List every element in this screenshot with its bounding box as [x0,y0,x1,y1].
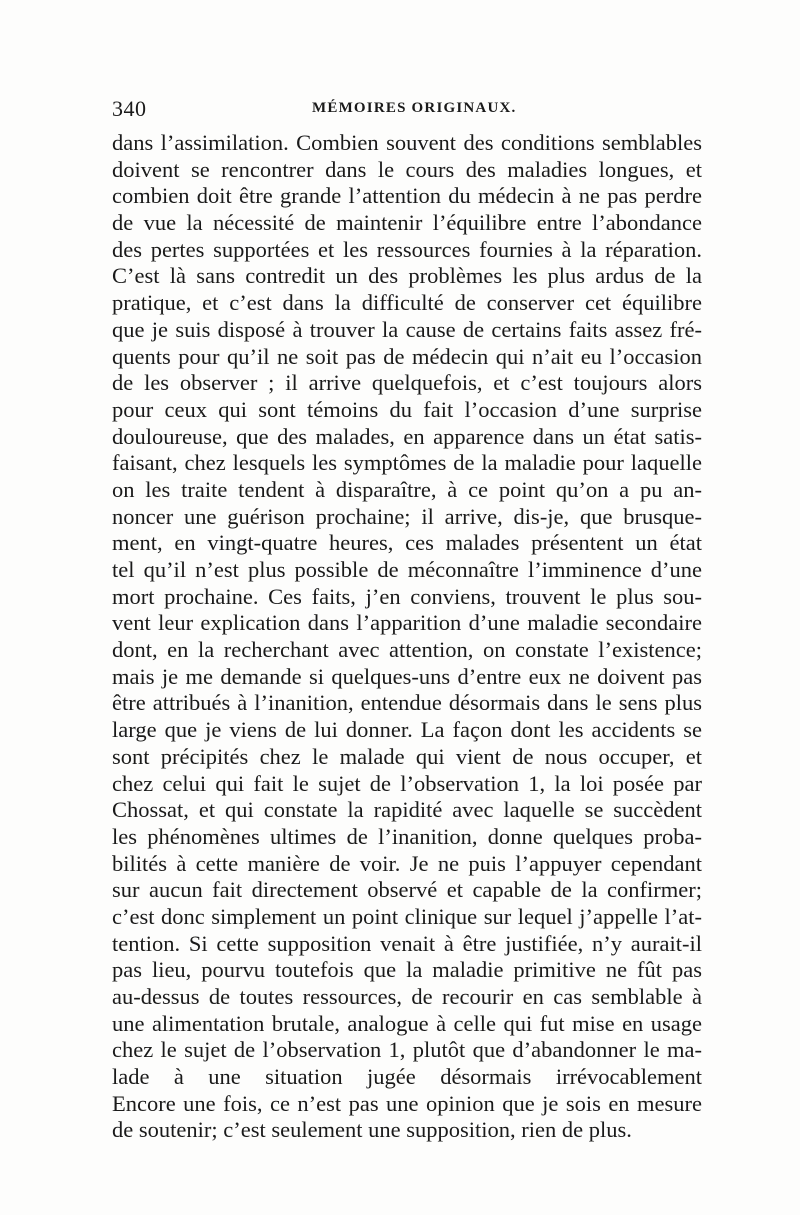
text-line: mais je me demande si quelques-uns d’entre eux ne doivent pas [112,663,702,689]
body-paragraph [112,130,702,1144]
text-line: pas lieu, pourvu toutefois que la maladie primitive ne fût pas [112,957,702,983]
text-line: tention. Si cette supposition venait à être justifiée, n’y aurait-il [112,930,702,956]
page-number: 340 [112,96,147,121]
text-line: bilités à cette manière de voir. Je ne puis l’appuyer cependant [112,850,702,876]
text-line: doivent se rencontrer dans le cours des maladies longues, et [112,156,702,182]
text-line: on les traite tendent à disparaître, à ce point qu’on a pu an- [112,476,702,502]
text-line: Encore une fois, ce n’est pas une opinion que je sois en mesure [112,1090,702,1116]
text-line: dans l’assimilation. Combien souvent des conditions semblables [112,130,702,155]
text-line: Chossat, et qui constate la rapidité avec laquelle se succèdent [112,797,702,823]
text-line: de vue la nécessité de maintenir l’équilibre entre l’abondance [112,210,702,236]
text-line: large que je viens de lui donner. La façon dont les accidents se [112,717,702,743]
text-line: chez celui qui fait le sujet de l’observation 1, la loi posée par [112,770,702,796]
text-line: mort prochaine. Ces faits, j’en conviens, trouvent le plus sou- [112,583,702,609]
text-line: C’est là sans contredit un des problèmes les plus ardus de la [112,263,702,289]
text-line: douloureuse, que des malades, en apparence dans un état satis- [112,423,702,449]
text-line: sont précipités chez le malade qui vient de nous occuper, et [112,743,702,769]
text-line: vent leur explication dans l’apparition d’une maladie secondaire [112,610,702,636]
text-line: de soutenir; c’est seulement une supposition, rien de plus. [112,1117,632,1143]
running-title: MÉMOIRES ORIGINAUX. [312,100,517,116]
text-line: noncer une guérison prochaine; il arrive, dis-je, que brusque- [112,503,702,529]
text-line: dont, en la recherchant avec attention, on constate l’existence; [112,637,702,663]
text-line: pour ceux qui sont témoins du fait l’occasion d’une surprise [112,396,702,422]
text-line: faisant, chez lesquels les symptômes de la maladie pour laquelle [112,450,702,476]
text-line: lade à une situation jugée désormais irrévocablement [112,1064,702,1090]
text-line: ment, en vingt-quatre heures, ces malades présentent un état [112,530,702,556]
text-line: chez le sujet de l’observation 1, plutôt que d’abandonner le ma- [112,1037,702,1063]
text-line: de les observer ; il arrive quelquefois, et c’est toujours alors [112,370,702,396]
text-line: c’est donc simplement un point clinique sur lequel j’appelle l’at- [112,903,702,929]
text-line: sur aucun fait directement observé et capable de la confirmer; [112,877,702,903]
text-line: des pertes supportées et les ressources fournies à la réparation. [112,236,702,262]
running-head [112,96,700,124]
text-line: quents pour qu’il ne soit pas de médecin qui n’ait eu l’occasion [112,343,702,369]
text-line: une alimentation brutale, analogue à celle qui fut mise en usage [112,1010,702,1036]
text-line: pratique, et c’est dans la difficulté de conserver cet équilibre [112,290,702,316]
text-line: tel qu’il n’est plus possible de méconnaître l’imminence d’une [112,557,702,582]
text-line: au-dessus de toutes ressources, de recourir en cas semblable à [112,984,702,1009]
text-line: combien doit être grande l’attention du médecin à ne pas perdre [112,183,702,209]
text-line: être attribués à l’inanition, entendue désormais dans le sens plus [112,690,702,716]
text-line: les phénomènes ultimes de l’inanition, donne quelques proba- [112,823,702,849]
text-line: que je suis disposé à trouver la cause de certains faits assez fré- [112,316,702,342]
